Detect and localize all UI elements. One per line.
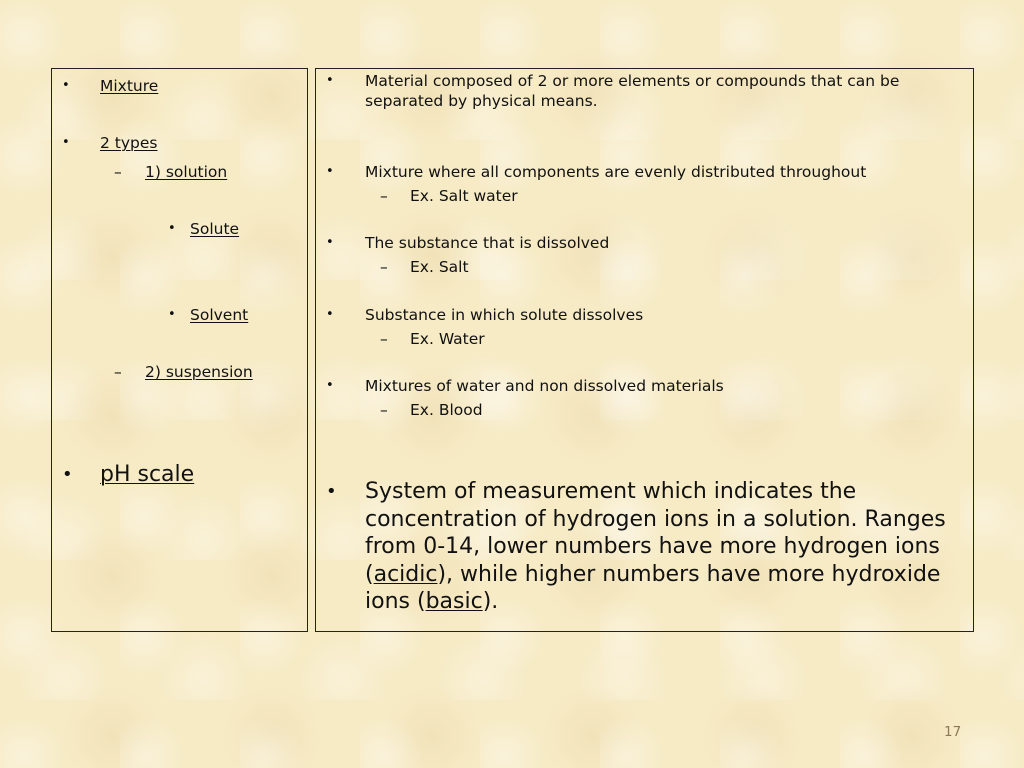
dash: – <box>380 401 388 419</box>
bullet: • <box>326 307 334 322</box>
dash: – <box>380 187 388 205</box>
definition-mixture: Material composed of 2 or more elements or compounds that can be <box>365 72 900 90</box>
term-suspension: 2) suspension <box>145 363 253 381</box>
ph-text-part1: System of measurement which indicates the concentration of hydrogen ions in a solution. Ranges from 0-14, lower numbers have more hydrogen ions ( <box>365 479 946 587</box>
term-types: 2 types <box>100 134 158 152</box>
bullet: • <box>326 164 334 179</box>
definition-ph-scale <box>365 478 965 616</box>
dash: – <box>114 363 122 381</box>
bullet: • <box>326 481 337 502</box>
example-solute: Ex. Salt <box>410 258 469 276</box>
bullet: • <box>168 307 176 322</box>
term-solution: 1) solution <box>145 163 228 181</box>
definition-solute: The substance that is dissolved <box>365 234 610 252</box>
term-ph-scale: pH scale <box>100 462 195 487</box>
ph-text-part3: ). <box>482 589 499 614</box>
definition-suspension: Mixtures of water and non dissolved materials <box>365 377 724 395</box>
definition-solvent: Substance in which solute dissolves <box>365 306 644 324</box>
ph-acidic: acidic <box>373 561 438 587</box>
term-solvent: Solvent <box>190 306 249 324</box>
terms-panel <box>51 68 308 632</box>
example-suspension: Ex. Blood <box>410 401 483 419</box>
dash: – <box>114 163 122 181</box>
ph-basic: basic <box>425 589 483 614</box>
term-mixture: Mixture <box>100 77 159 95</box>
dash: – <box>380 330 388 348</box>
bullet: • <box>326 235 334 250</box>
bullet: • <box>62 135 70 150</box>
definition-solution: Mixture where all components are evenly distributed throughout <box>365 163 867 181</box>
bullet: • <box>62 464 73 485</box>
page-number: 17 <box>944 724 962 740</box>
dash: – <box>380 258 388 276</box>
bullet: • <box>62 78 70 93</box>
example-solvent: Ex. Water <box>410 330 485 348</box>
bullet: • <box>168 221 176 236</box>
definition-mixture-continued: separated by physical means. <box>365 92 598 110</box>
bullet: • <box>326 378 334 393</box>
bullet: • <box>326 73 334 88</box>
term-solute: Solute <box>190 220 240 238</box>
example-solution: Ex. Salt water <box>410 187 518 205</box>
ph-text-part2: ), while higher numbers have more hydroxide ions ( <box>365 561 941 614</box>
